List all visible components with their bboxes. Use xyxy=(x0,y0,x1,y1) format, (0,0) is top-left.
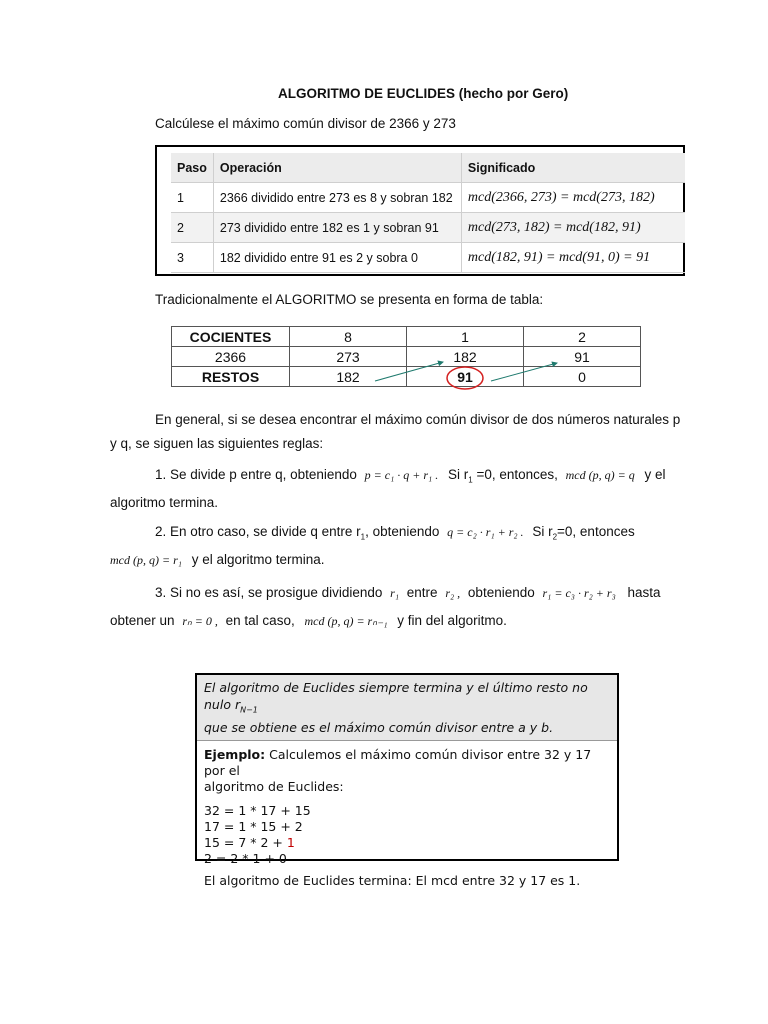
table-row xyxy=(171,213,685,243)
rule-1-mcd: mcd (p, q) = q xyxy=(565,468,635,482)
rule-3-obtener: obtener un xyxy=(110,613,175,628)
rule-1-si: Si $r_1 =0$, entonces, xyxy=(447,467,558,485)
cell-paso: 2 xyxy=(171,213,213,243)
cell: 1 xyxy=(407,327,524,347)
example-conclusion: El algoritmo de Euclides termina: El mcd entre 32 y 17 es 1. xyxy=(204,872,581,888)
cell-cocientes-label: COCIENTES xyxy=(172,327,290,347)
rule-3-formula: r₁ = c₃ · r₂ + r₃ xyxy=(542,586,616,600)
cell-mcd-result: 91 xyxy=(407,367,524,387)
cell-restos-label: RESTOS xyxy=(172,367,290,387)
arrow-icon xyxy=(491,363,557,381)
cell-significado: mcd(273, 182) = mcd(182, 91) xyxy=(461,213,685,243)
rule-3-rn: rₙ = 0 , xyxy=(182,614,218,628)
rule-2-end xyxy=(110,552,325,568)
rule-3-tail: y fin del algoritmo. xyxy=(397,613,507,628)
rule-3-caso: en tal caso, xyxy=(225,613,295,628)
theorem-body xyxy=(197,741,617,895)
steps-table-frame xyxy=(155,145,685,276)
rule-1-text: 1. Se divide p entre q, obteniendo xyxy=(155,467,357,482)
header-significado: Significado xyxy=(461,153,685,183)
rule-3 xyxy=(155,585,661,601)
rule-2-mcd: mcd (p, q) = r₁ xyxy=(110,553,182,567)
rule-3-r1: r₁ xyxy=(390,586,399,600)
cell: 2 xyxy=(524,327,641,347)
equation-3: 15 = 7 * 2 + 1 xyxy=(204,834,295,850)
rule-3-hasta: hasta xyxy=(627,585,661,600)
cell: 273 xyxy=(290,347,407,367)
header-paso: Paso xyxy=(171,153,213,183)
circle-highlight-icon xyxy=(447,367,483,389)
header-operacion: Operación xyxy=(213,153,461,183)
cell: 182 xyxy=(407,347,524,367)
rule-1-tail: y el xyxy=(644,467,666,482)
page-title: ALGORITMO DE EUCLIDES (hecho por Gero) xyxy=(278,86,569,101)
example-intro: Ejemplo: Calculemos el máximo común divisor entre 32 y 17 por el xyxy=(204,746,592,778)
table-row xyxy=(171,183,685,213)
rule-2-tail: y el algoritmo termina. xyxy=(191,552,325,567)
rule-2-si: Si $r_2=0$, entonces xyxy=(532,524,635,542)
table-header-row xyxy=(171,153,685,183)
equation-4: 2 = 2 * 1 + 0 xyxy=(204,850,287,866)
cell-operacion: 273 dividido entre 182 es 1 y sobran 91 xyxy=(213,213,461,243)
rule-1-end: algoritmo termina. xyxy=(110,495,219,510)
rule-3-end xyxy=(110,613,507,629)
intro-text: Calcúlese el máximo común divisor de 2366 y 273 xyxy=(155,116,456,131)
arrow-icon xyxy=(375,362,443,381)
theorem-line-1: El algoritmo de Euclides siempre termina y el último resto no nulo $r_{N-1}$ xyxy=(204,680,588,715)
example-intro-2: algoritmo de Euclides: xyxy=(204,778,344,794)
table-intro-text: Tradicionalmente el ALGORITMO se presenta en forma de tabla: xyxy=(155,292,544,307)
rule-2-formula: q = c₂ · r₁ + r₂ . xyxy=(447,525,524,539)
equation-2: 17 = 1 * 15 + 2 xyxy=(204,818,303,834)
rule-1 xyxy=(155,467,666,485)
cell: 91 xyxy=(524,347,641,367)
rule-2-text: 2. En otro caso, se divide q entre $r_1$, obteniendo xyxy=(155,524,440,542)
cell: 182 xyxy=(290,367,407,387)
table-row xyxy=(171,243,685,273)
theorem-header xyxy=(197,675,617,741)
rule-3-entre: entre xyxy=(406,585,438,600)
rule-2 xyxy=(155,524,635,542)
equation-1: 32 = 1 * 17 + 15 xyxy=(204,802,311,818)
cell: 2366 xyxy=(172,347,290,367)
cell-operacion: 182 dividido entre 91 es 2 y sobra 0 xyxy=(213,243,461,273)
cell-operacion: 2366 dividido entre 273 es 8 y sobran 182 xyxy=(213,183,461,213)
theorem-line-2: que se obtiene es el máximo común divisor entre a y b. xyxy=(204,719,554,735)
steps-table xyxy=(171,153,685,273)
general-line-2: y q, se siguen las siguientes reglas: xyxy=(110,436,324,451)
cell: 8 xyxy=(290,327,407,347)
rule-1-formula: p = c₁ · q + r₁ . xyxy=(364,468,439,482)
cell-significado: mcd(2366, 273) = mcd(273, 182) xyxy=(461,183,685,213)
general-line-1: En general, si se desea encontrar el máximo común divisor de dos números naturales p xyxy=(155,412,681,427)
cell: 0 xyxy=(524,367,641,387)
cell-paso: 1 xyxy=(171,183,213,213)
rule-3-mcd: mcd (p, q) = rₙ₋₁ xyxy=(304,614,388,628)
theorem-box xyxy=(195,673,619,888)
rule-3-r2: r₂ , xyxy=(445,586,461,600)
cell-significado: mcd(182, 91) = mcd(91, 0) = 91 xyxy=(461,243,685,273)
rule-3-obteniendo: obteniendo xyxy=(467,585,535,600)
table-annotations xyxy=(171,326,641,390)
cell-paso: 3 xyxy=(171,243,213,273)
rule-3-text: 3. Si no es así, se prosigue dividiendo xyxy=(155,585,383,600)
